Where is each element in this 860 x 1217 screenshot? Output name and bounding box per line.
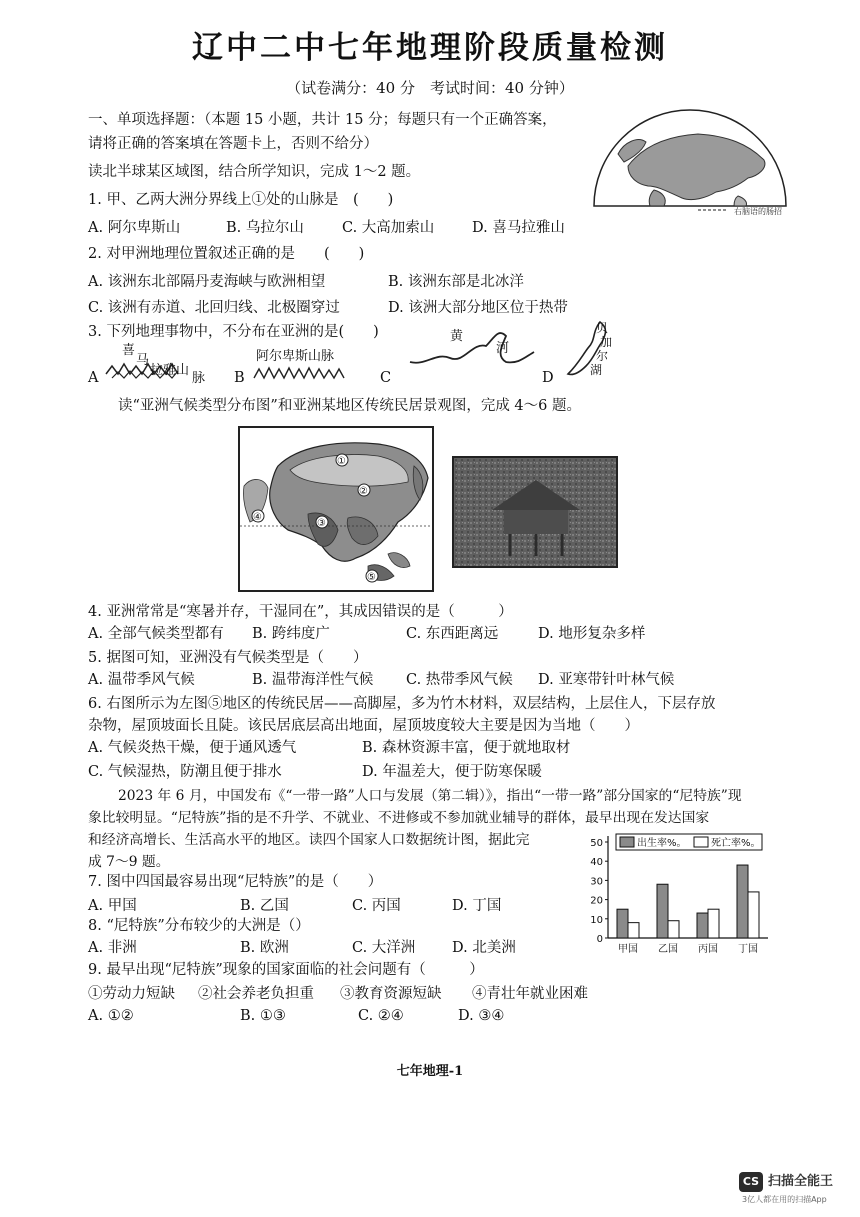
asia-climate-map — [238, 426, 434, 592]
mountain-label-4: 脉 — [192, 371, 206, 386]
option-b[interactable]: B. 跨纬度广 — [252, 626, 330, 642]
alps-sketch — [250, 344, 370, 384]
option-d[interactable]: D. 亚寒带针叶林气候 — [538, 672, 675, 688]
page-footer: 七年地理-1 — [396, 1064, 464, 1079]
question-stem: 3. 下列地理事物中，不分布在亚洲的是( ) — [88, 324, 379, 340]
question-stem: 2. 对甲洲地理位置叙述正确的是 ( ) — [88, 246, 365, 262]
option-d[interactable]: D. 该洲大部分地区位于热带 — [388, 300, 568, 316]
option-a[interactable]: A. 全部气候类型都有 — [88, 626, 224, 642]
mountain-label-2: 马 — [136, 353, 150, 368]
option-a[interactable]: A. 阿尔卑斯山 — [88, 220, 181, 236]
legend-label: 死亡率%。 — [711, 838, 761, 849]
x-tick-label: 丁国 — [738, 944, 758, 955]
option-d[interactable]: D. 北美洲 — [452, 940, 516, 956]
bar-death — [748, 892, 759, 938]
option-b[interactable]: B. 该洲东部是北冰洋 — [388, 274, 524, 290]
option-c[interactable]: C. 该洲有赤道、北回归线、北极圈穿过 — [88, 300, 340, 316]
x-tick-label: 乙国 — [658, 944, 678, 955]
question-stem: 4. 亚洲常常是“寒暑并存，干湿同在”，其成因错误的是（ ） — [88, 604, 513, 620]
stilt-house-photo — [452, 456, 618, 568]
option-d[interactable]: D. 喜马拉雅山 — [472, 220, 565, 236]
legend-label: 出生率%。 — [637, 838, 687, 849]
climate-marker-2: ② — [359, 486, 368, 497]
page-title: 辽中二中七年地理阶段质量检测 — [192, 30, 668, 66]
option-c[interactable]: C. ②④ — [358, 1008, 404, 1024]
option-a[interactable]: A. 气候炎热干燥，便于通风透气 — [88, 740, 297, 756]
bar-birth — [657, 884, 668, 938]
population-bar-chart — [582, 830, 778, 960]
option-c[interactable]: C. 东西距离远 — [406, 626, 499, 642]
scanner-tagline: 3亿人都在用的扫描App — [742, 1195, 827, 1204]
intro-text: 读北半球某区域图，结合所学知识，完成 1～2 题。 — [88, 164, 421, 180]
bar-death — [668, 921, 679, 938]
bar-death — [628, 923, 639, 938]
hemisphere-map — [588, 106, 792, 218]
image-label-b[interactable]: B — [234, 370, 245, 386]
legend-swatch — [620, 837, 634, 847]
question-stem: 8. “尼特族”分布较少的大洲是（） — [88, 918, 310, 934]
mountain-label-1: 喜 — [122, 343, 136, 358]
option-c[interactable]: C. 大洋洲 — [352, 940, 416, 956]
statement-2: ②社会养老负担重 — [198, 986, 314, 1002]
bar-birth — [617, 909, 628, 938]
question-stem: 9. 最早出现“尼特族”现象的国家面临的社会问题有（ ） — [88, 962, 484, 978]
intro-text: 读“亚洲气候类型分布图”和亚洲某地区传统民居景观图，完成 4～6 题。 — [118, 398, 581, 414]
map-legend-text: 右脑语的肠招 — [734, 207, 782, 216]
section-heading: 一、单项选择题：（本题 15 小题，共计 15 分；每题只有一个正确答案， — [88, 112, 557, 128]
climate-marker-5: ⑤ — [367, 572, 376, 583]
option-c[interactable]: C. 热带季风气候 — [406, 672, 513, 688]
scanner-logo-icon: CS — [739, 1172, 763, 1192]
option-b[interactable]: B. 温带海洋性气候 — [252, 672, 374, 688]
statement-1: ①劳动力短缺 — [88, 986, 175, 1002]
option-a[interactable]: A. 甲国 — [88, 898, 137, 914]
option-b[interactable]: B. 乙国 — [240, 898, 289, 914]
y-tick-label: 50 — [590, 838, 603, 849]
option-a[interactable]: A. 温带季风气候 — [88, 672, 195, 688]
lake-label-4: 湖 — [590, 363, 603, 377]
option-d[interactable]: D. 年温差大，便于防寒保暖 — [362, 764, 542, 780]
alps-label: 阿尔卑斯山脉 — [256, 349, 335, 364]
option-b[interactable]: B. 欧洲 — [240, 940, 289, 956]
climate-marker-1: ① — [337, 456, 346, 467]
image-label-a[interactable]: A — [88, 370, 99, 386]
x-tick-label: 甲国 — [618, 944, 638, 955]
y-tick-label: 20 — [590, 895, 603, 907]
option-c[interactable]: C. 丙国 — [352, 898, 401, 914]
page-subtitle: （试卷满分：40 分 考试时间：40 分钟） — [286, 79, 574, 97]
image-label-c[interactable]: C — [380, 370, 392, 386]
option-d[interactable]: D. 丁国 — [452, 898, 502, 914]
intro-text-cont: 和经济高增长、生活高水平的地区。读四个国家人口数据统计图，据此完 — [88, 832, 530, 848]
lake-label-1: 贝 — [596, 321, 609, 335]
option-b[interactable]: B. ①③ — [240, 1008, 286, 1024]
y-tick-label: 30 — [590, 876, 603, 888]
intro-text: 2023 年 6 月，中国发布《“一带一路”人口与发展（第二辑）》，指出“一带一路”部分国家的“尼特族”现 — [118, 788, 742, 804]
question-stem: 1. 甲、乙两大洲分界线上①处的山脉是 ( ) — [88, 192, 394, 208]
river-label-2: 河 — [496, 341, 510, 356]
section-heading-cont: 请将正确的答案填在答题卡上，否则不给分） — [88, 136, 378, 152]
question-stem: 7. 图中四国最容易出现“尼特族”的是（ ） — [88, 874, 383, 890]
intro-text-cont: 成 7～9 题。 — [88, 854, 170, 870]
statement-4: ④青壮年就业困难 — [472, 986, 588, 1002]
lake-label-2: 加 — [600, 335, 613, 349]
mountain-label-3: 拉雅山 — [150, 363, 190, 378]
himalaya-sketch — [102, 340, 220, 386]
legend-swatch — [694, 837, 708, 847]
x-tick-label: 丙国 — [698, 944, 718, 955]
y-tick-label: 0 — [596, 934, 603, 945]
y-tick-label: 10 — [590, 914, 603, 926]
option-a[interactable]: A. 该洲东北部隔丹麦海峡与欧洲相望 — [88, 274, 326, 290]
question-stem: 5. 据图可知，亚洲没有气候类型是（ ） — [88, 650, 368, 666]
river-label-1: 黄 — [450, 329, 464, 344]
scanner-app-name: 扫描全能王 — [768, 1174, 834, 1189]
option-c[interactable]: C. 大高加索山 — [342, 220, 435, 236]
climate-marker-4: ④ — [253, 512, 262, 523]
yellow-river-sketch — [406, 322, 538, 384]
y-tick-label: 40 — [590, 857, 603, 869]
question-stem-cont: 杂物，屋顶坡面长且陡。该民居底层高出地面，屋顶坡度较大主要是因为当地（ ） — [88, 718, 639, 734]
bar-death — [708, 909, 719, 938]
option-b[interactable]: B. 乌拉尔山 — [226, 220, 304, 236]
climate-marker-3: ③ — [317, 518, 326, 529]
question-stem: 6. 右图所示为左图⑤地区的传统民居——高脚屋，多为竹木材料，双层结构，上层住人，下层存放 — [88, 696, 716, 712]
lake-label-3: 尔 — [596, 349, 609, 363]
bar-birth — [737, 865, 748, 938]
baikal-lake-sketch — [556, 318, 622, 384]
option-a[interactable]: A. 非洲 — [88, 940, 137, 956]
option-a[interactable]: A. ①② — [88, 1008, 134, 1024]
option-d[interactable]: D. ③④ — [458, 1008, 505, 1024]
image-label-d[interactable]: D — [542, 370, 554, 386]
intro-text-cont: 象比较明显。“尼特族”指的是不升学、不就业、不进修或不参加就业辅导的群体，最早出现在发达国家 — [88, 810, 710, 826]
statement-3: ③教育资源短缺 — [340, 986, 442, 1002]
option-d[interactable]: D. 地形复杂多样 — [538, 626, 646, 642]
bar-birth — [697, 913, 708, 938]
option-c[interactable]: C. 气候湿热，防潮且便于排水 — [88, 764, 282, 780]
option-b[interactable]: B. 森林资源丰富，便于就地取材 — [362, 740, 571, 756]
